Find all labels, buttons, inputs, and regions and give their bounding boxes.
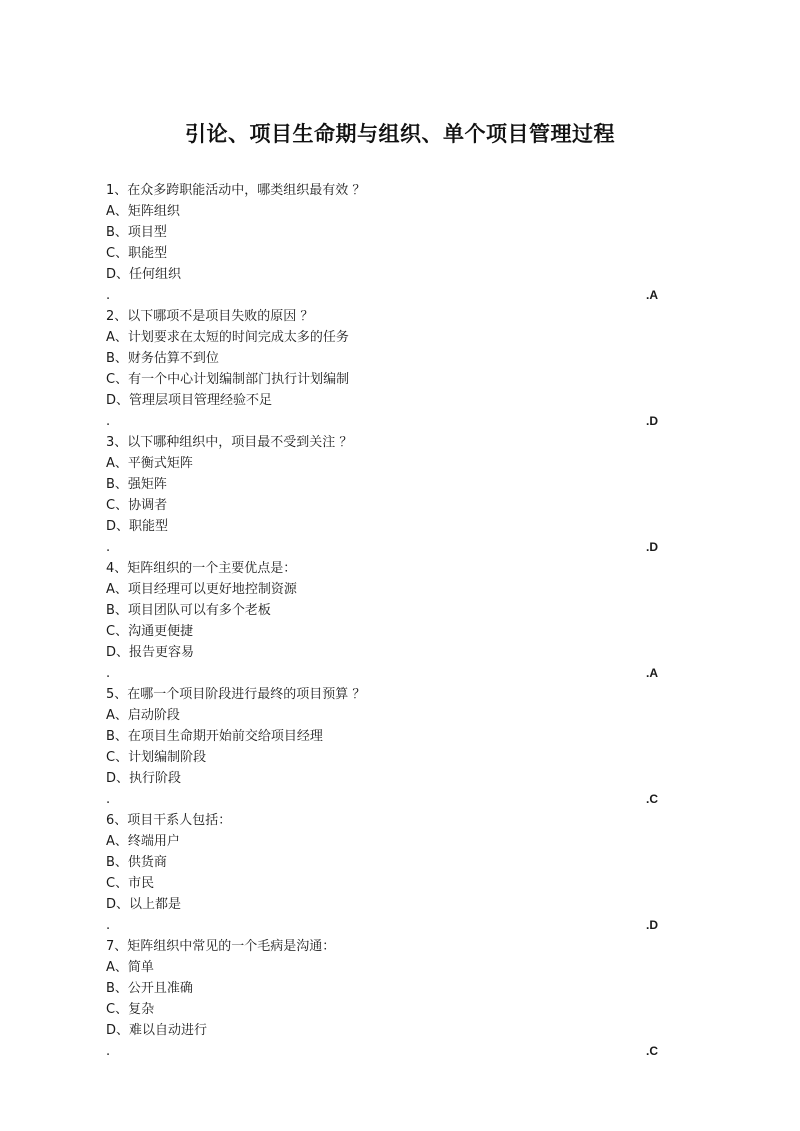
option-c: C、有一个中心计划编制部门执行计划编制	[106, 372, 350, 387]
answer-key: .C	[646, 792, 658, 806]
answer-row	[106, 915, 666, 936]
option-a: A、项目经理可以更好地控制资源	[106, 582, 297, 597]
option-b: B、项目型	[106, 225, 167, 240]
question-list	[106, 180, 666, 1062]
option-c: C、协调者	[106, 498, 168, 513]
answer-dot: .	[106, 918, 111, 933]
question-5	[106, 684, 666, 810]
answer-row	[106, 789, 666, 810]
answer-dot: .	[106, 540, 111, 555]
answer-dot: .	[106, 666, 111, 681]
option-a: A、平衡式矩阵	[106, 456, 193, 471]
option-a: A、终端用户	[106, 834, 180, 849]
answer-row	[106, 663, 666, 684]
answer-key: .D	[646, 918, 658, 932]
option-a: A、计划要求在太短的时间完成太多的任务	[106, 330, 349, 345]
question-7	[106, 936, 666, 1062]
option-c: C、市民	[106, 876, 155, 891]
answer-row	[106, 1041, 666, 1062]
option-d: D、职能型	[106, 519, 169, 534]
answer-row	[106, 285, 666, 306]
option-b: B、在项目生命期开始前交给项目经理	[106, 729, 323, 744]
question-stem: 4、矩阵组织的一个主要优点是：	[106, 561, 297, 576]
question-4	[106, 558, 666, 684]
option-d: D、管理层项目管理经验不足	[106, 393, 273, 408]
option-c: C、计划编制阶段	[106, 750, 207, 765]
option-b: B、项目团队可以有多个老板	[106, 603, 271, 618]
question-3	[106, 432, 666, 558]
answer-key: .D	[646, 540, 658, 554]
option-b: B、供货商	[106, 855, 167, 870]
option-a: A、简单	[106, 960, 154, 975]
option-c: C、复杂	[106, 1002, 155, 1017]
question-stem: 7、矩阵组织中常见的一个毛病是沟通：	[106, 939, 336, 954]
option-c: C、职能型	[106, 246, 168, 261]
answer-key: .C	[646, 1044, 658, 1058]
question-stem: 5、在哪一个项目阶段进行最终的项目预算 ？	[106, 687, 366, 702]
page-title: 引论、项目生命期与组织、单个项目管理过程	[185, 122, 615, 146]
option-d: D、任何组织	[106, 267, 182, 282]
question-1	[106, 180, 666, 306]
question-stem: 3、以下哪种组织中，项目最不受到关注 ？	[106, 435, 353, 450]
answer-key: .A	[646, 666, 658, 680]
question-stem: 2、以下哪项不是项目失败的原因 ？	[106, 309, 314, 324]
question-6	[106, 810, 666, 936]
answer-dot: .	[106, 1044, 111, 1059]
question-stem: 1、在众多跨职能活动中，哪类组织最有效 ？	[106, 183, 366, 198]
answer-row	[106, 411, 666, 432]
question-2	[106, 306, 666, 432]
answer-dot: .	[106, 792, 111, 807]
option-d: D、难以自动进行	[106, 1023, 208, 1038]
answer-dot: .	[106, 288, 111, 303]
question-stem: 6、项目干系人包括：	[106, 813, 232, 828]
answer-row	[106, 537, 666, 558]
option-c: C、沟通更便捷	[106, 624, 194, 639]
option-d: D、报告更容易	[106, 645, 195, 660]
option-b: B、强矩阵	[106, 477, 167, 492]
option-d: D、以上都是	[106, 897, 182, 912]
option-a: A、启动阶段	[106, 708, 180, 723]
option-b: B、公开且准确	[106, 981, 193, 996]
answer-key: .D	[646, 414, 658, 428]
option-d: D、执行阶段	[106, 771, 182, 786]
answer-key: .A	[646, 288, 658, 302]
option-a: A、矩阵组织	[106, 204, 180, 219]
option-b: B、财务估算不到位	[106, 351, 219, 366]
answer-dot: .	[106, 414, 111, 429]
